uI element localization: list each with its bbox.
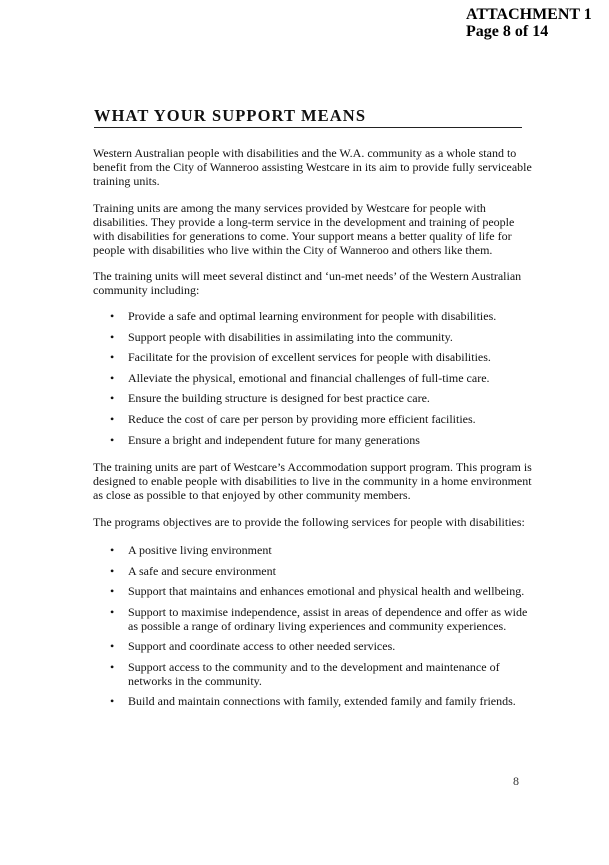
list-item [93, 412, 533, 433]
page-number: 8 [513, 774, 519, 788]
bullet-icon: • [110, 543, 115, 557]
objectives-intro-paragraph: The programs objectives are to provide the following services for people with disabilities: [93, 515, 525, 529]
bullet-icon: • [110, 584, 115, 598]
list-item [93, 350, 533, 371]
bullet-icon: • [110, 639, 115, 653]
list-item [93, 371, 533, 392]
list-item [93, 433, 533, 454]
list-item [93, 694, 533, 708]
list-item-text: Build and maintain connections with family, extended family and family friends. [128, 694, 516, 708]
bullet-icon: • [110, 604, 115, 619]
list-item-text: Facilitate for the provision of excellent services for people with disabilities. [128, 350, 491, 365]
list-item [93, 660, 533, 688]
list-item-text: Support access to the community and to the development and maintenance of networks in the community. [128, 659, 500, 688]
list-item [93, 543, 533, 557]
objectives-list [93, 543, 533, 715]
bullet-icon: • [110, 694, 115, 708]
list-item-text: Support and coordinate access to other needed services. [128, 639, 396, 653]
list-item-text: Support that maintains and enhances emotional and physical health and wellbeing. [128, 584, 525, 598]
bullet-icon: • [110, 329, 115, 344]
list-item-text: Reduce the cost of care per person by providing more efficient facilities. [128, 411, 476, 426]
list-item-text: A safe and secure environment [128, 563, 276, 578]
bullet-icon: • [110, 350, 115, 365]
training-units-paragraph: Training units are among the many services provided by Westcare for people with disabilities. They provide a long-term service in the development and training of people with disabilities for generations to come. Your support means a better quality of life for people with disabilities who live within the City of Wanneroo and others like them. [93, 201, 515, 257]
list-item [93, 391, 533, 412]
list-item-text: A positive living environment [128, 543, 272, 557]
page-of-label: Page 8 of 14 [466, 23, 549, 40]
attachment-label: ATTACHMENT 1 [466, 6, 592, 23]
bullet-icon: • [110, 563, 115, 578]
bullet-icon: • [110, 659, 115, 674]
needs-intro-paragraph: The training units will meet several distinct and ‘un-met needs’ of the Western Australian community including: [93, 269, 522, 297]
list-item [93, 564, 533, 578]
accommodation-paragraph: The training units are part of Westcare’s Accommodation support program. This program is designed to enable people with disabilities to live in the community in a home environment as close as possible to that enjoyed by other community members. [93, 460, 532, 502]
list-item [93, 605, 533, 633]
section-title: WHAT YOUR SUPPORT MEANS [94, 106, 522, 128]
list-item-text: Ensure a bright and independent future for many generations [128, 432, 420, 447]
needs-list [93, 309, 533, 453]
bullet-icon: • [110, 370, 115, 385]
intro-paragraph: Western Australian people with disabilities and the W.A. community as a whole stand to benefit from the City of Wanneroo assisting Westcare in its aim to provide fully serviceable training units. [93, 146, 532, 188]
attachment-header [466, 6, 592, 40]
list-item-text: Support people with disabilities in assimilating into the community. [128, 329, 453, 344]
list-item-text: Ensure the building structure is designed for best practice care. [128, 391, 430, 406]
list-item [93, 330, 533, 351]
list-item-text: Provide a safe and optimal learning environment for people with disabilities. [128, 309, 497, 323]
bullet-icon: • [110, 309, 115, 323]
list-item-text: Support to maximise independence, assist in areas of dependence and offer as wide as possible a range of ordinary living experiences and community experiences. [128, 604, 528, 633]
list-item [93, 584, 533, 598]
bullet-icon: • [110, 411, 115, 426]
bullet-icon: • [110, 391, 115, 406]
list-item-text: Alleviate the physical, emotional and financial challenges of full-time care. [128, 370, 490, 385]
list-item [93, 309, 533, 330]
bullet-icon: • [110, 432, 115, 447]
list-item [93, 639, 533, 653]
